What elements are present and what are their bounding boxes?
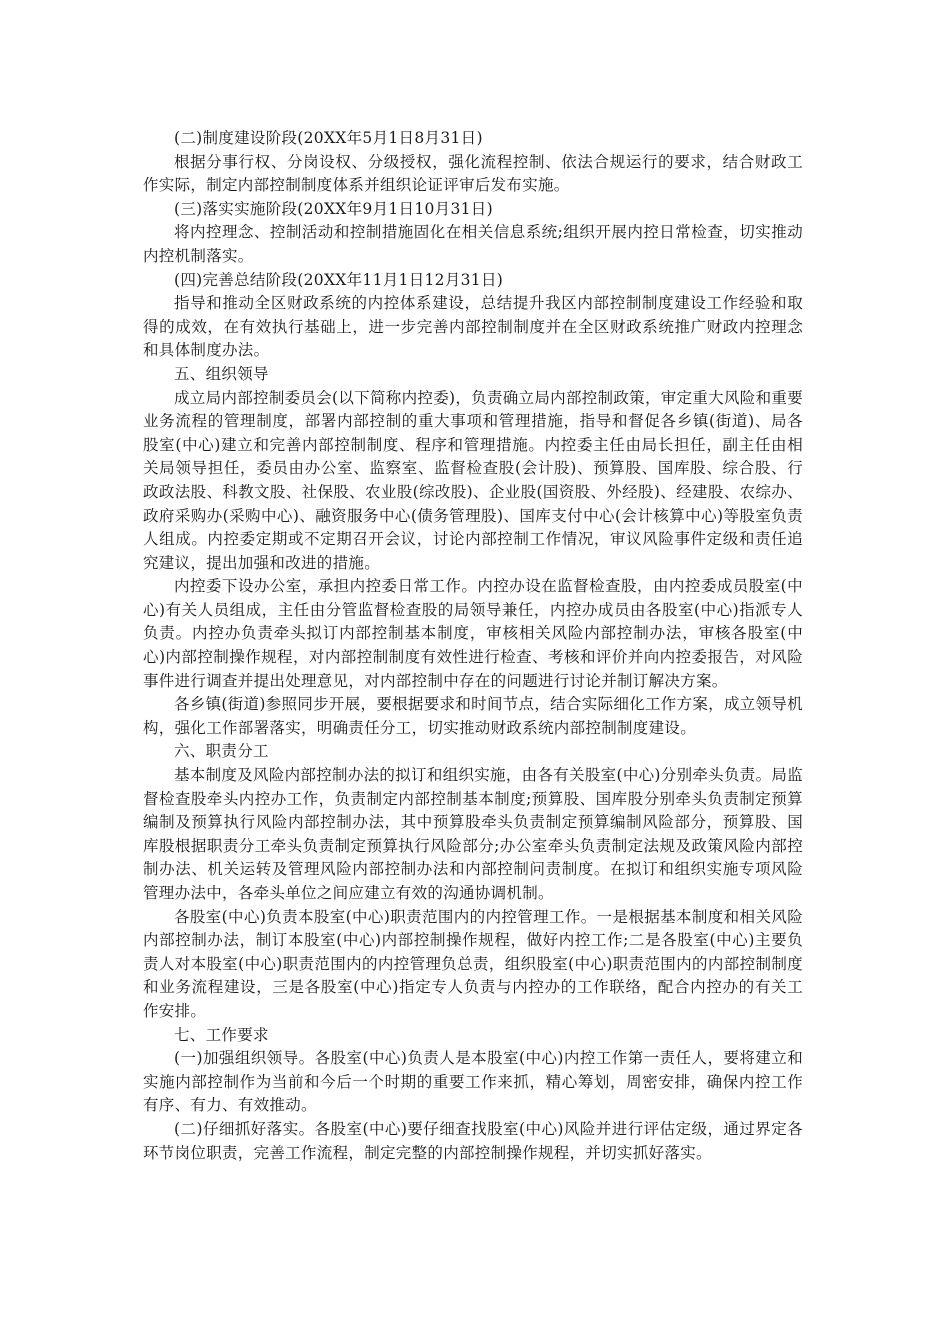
stage-4-heading: (四)完善总结阶段(20XX年11月1日12月31日): [174, 270, 504, 289]
section-5-heading: 五、组织领导: [174, 364, 269, 383]
stage-2-heading: (二)制度建设阶段(20XX年5月1日8月31日): [174, 129, 483, 147]
section-5-paragraph-1: 成立局内部控制委员会(以下简称内控委)，负责确立局内部控制政策，审定重大风险和重要业务流程的管理制度，部署内部控制的重大事项和管理措施，指导和督促各乡镇(街道)、局各股室(中心)建立和完善内部控制制度、程序和管理措施。内控委主任由局长担任，副主任由相关局领导担任，委员由办公室、监察室、监督检查股(会计股)、预算股、国库股、综合股、行政政法股、科教文股、社保股、农业股(综改股)、企业股(国资股、外经股)、经建股、农综办、政府采购办(采购中心)、融资服务中心(债务管理股)、国库支付中心(会计核算中心)等股室负责人组成。内控委定期或不定期召开会议，讨论内部控制工作情况，审议风险事件定级和责任追究建议，提出加强和改进的措施。: [143, 388, 803, 572]
section-7-paragraph-1: (一)加强组织领导。各股室(中心)负责人是本股室(中心)内控工作第一责任人，要将建立和实施内部控制作为当前和今后一个时期的重要工作来抓，精心筹划，周密安排，确保内控工作有序、有力、有效推动。: [143, 1049, 803, 1115]
section-7-heading: 七、工作要求: [174, 1025, 269, 1044]
section-6-paragraph-1: 基本制度及风险内部控制办法的拟订和组织实施，由各有关股室(中心)分别牵头负责。局监督检查股牵头内控办工作，负责制定内部控制基本制度;预算股、国库股分别牵头负责制定预算编制及预算执行风险内部控制办法，其中预算股牵头负责制定预算编制风险部分，预算股、国库股根据职责分工牵头负责制定预算执行风险部分;办公室牵头负责制定法规及政策风险内部控制办法、机关运转及管理风险内部控制办法和内部控制问责制度。在拟订和组织实施专项风险管理办法中，各牵头单位之间应建立有效的沟通协调机制。: [143, 766, 803, 902]
section-7-paragraph-2: (二)仔细抓好落实。各股室(中心)要仔细查找股室(中心)风险并进行评估定级，通过界定各环节岗位职责，完善工作流程，制定完整的内部控制操作规程，并切实抓好落实。: [143, 1119, 803, 1162]
section-5-paragraph-2: 内控委下设办公室，承担内控委日常工作。内控办设在监督检查股，由内控委成员股室(中心)有关人员组成，主任由分管监督检查股的局领导兼任，内控办成员由各股室(中心)指派专人负责。内控办负责牵头拟订内部控制基本制度，审核相关风险内部控制办法，审核各股室(中心)内部控制操作规程，对内部控制制度有效性进行检查、考核和评价并向内控委报告，对风险事件进行调查并提出处理意见，对内部控制中存在的问题进行讨论并制订解决方案。: [143, 577, 803, 690]
stage-3-heading: (三)落实实施阶段(20XX年9月1日10月31日): [174, 199, 493, 218]
stage-3-paragraph: 将内控理念、控制活动和控制措施固化在相关信息系统;组织开展内控日常检查，切实推动内控机制落实。: [143, 223, 803, 265]
stage-2-paragraph: 根据分事行权、分岗设权、分级授权，强化流程控制、依法合规运行的要求，结合财政工作实际，制定内部控制制度体系并组织论证评审后发布实施。: [143, 152, 803, 195]
document-body: [143, 127, 803, 1165]
section-6-heading: 六、职责分工: [174, 742, 269, 761]
stage-4-paragraph: 指导和推动全区财政系统的内控体系建设，总结提升我区内部控制制度建设工作经验和取得的成效，在有效执行基础上，进一步完善内部控制制度并在全区财政系统推广财政内控理念和具体制度办法。: [143, 294, 803, 360]
section-6-paragraph-2: 各股室(中心)负责本股室(中心)职责范围内的内控管理工作。一是根据基本制度和相关风险内部控制办法，制订本股室(中心)内部控制操作规程，做好内控工作;二是各股室(中心)主要负责人对本股室(中心)职责范围内的内控管理负总责，组织股室(中心)职责范围内的内部控制制度和业务流程建设，三是各股室(中心)指定专人负责与内控办的工作联络，配合内控办的有关工作安排。: [143, 907, 803, 1020]
section-5-paragraph-3: 各乡镇(街道)参照同步开展，要根据要求和时间节点，结合实际细化工作方案，成立领导机构，强化工作部署落实，明确责任分工，切实推动财政系统内部控制制度建设。: [143, 695, 803, 737]
